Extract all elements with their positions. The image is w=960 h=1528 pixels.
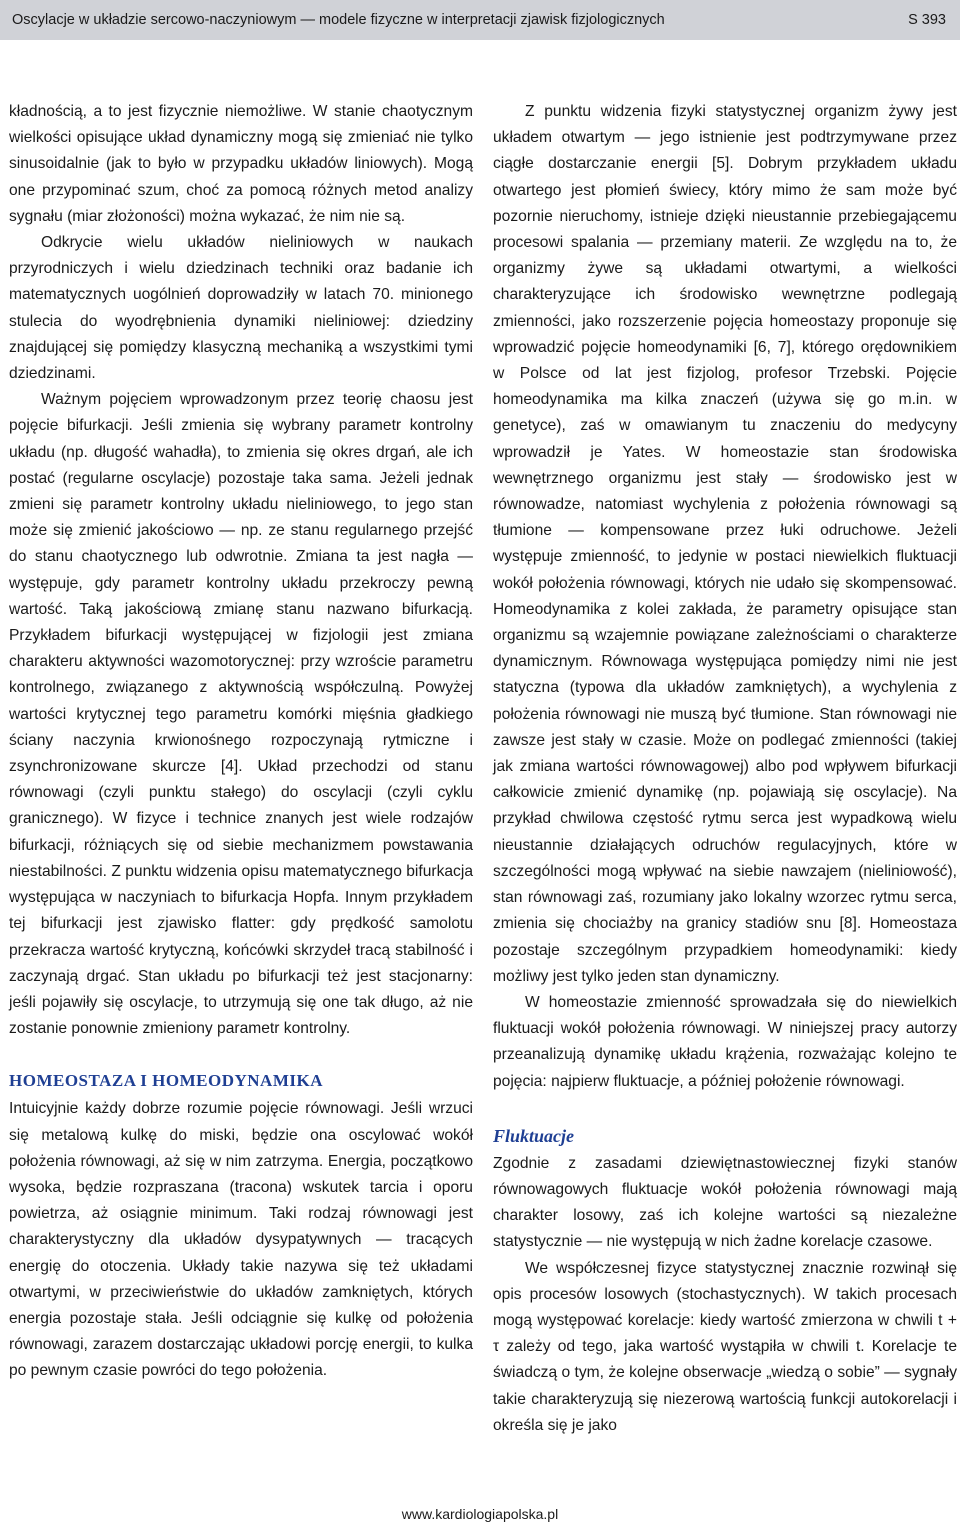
left-column — [9, 99, 473, 1385]
page-footer — [0, 1506, 960, 1522]
paragraph: Z punktu widzenia fizyki statystycznej organizm żywy jest układem otwartym — jego istnienie jest podtrzymywane przez ciągłe dostarczanie energii [5]. Dobrym przykładem układu otwartego jest płomień świecy, który mimo że sam może być pozornie nieruchomy, istnieje dzięki nieustannie przebiegającemu procesowi spalania — przemiany materii. Ze względu na to, że organizmy żywe są układami otwartymi, a wielkości charakteryzujące ich środowisko wewnętrzne podlegają zmienności, jako rozszerzenie pojęcia homeostazy proponuje się wprowadzić pojęcie homeodynamiki [6, 7], którego orędownikiem w Polsce od lat jest fizjolog, profesor Trzebski. Pojęcie homeodynamika ma kilka znaczeń (używa się go m.in. w genetyce), zaś w omawianym tu znaczeniu do medycyny wprowadził je Yates. W homeostazie stan środowiska wewnętrznego organizmu jest stały — środowisko jest w równowadze, natomiast wychylenia z położenia równowagi są tłumione — kompensowane przez łuki odruchowe. Jeżeli występuje zmienność, to jedynie w postaci niewielkich fluktuacji wokół położenia równowagi, których nie udało się skompensować. Homeodynamika z kolei zakłada, że parametry opisujące stan organizmu są wzajemnie powiązane zależnościami o charakterze dynamicznym. Równowaga występująca pomiędzy nimi nie jest statyczna (typowa dla układów zamkniętych), a wychylenia z położenia równowagi nie muszą być tłumione. Stan równowagi nie zawsze jest stały w czasie. Może on podlegać zmienności (takiej jak zmiana wartości równowagowej) albo pod wpływem bifurkacji całkowicie zmienić dynamikę (np. pojawiają się oscylacje). Na przykład chwilowa częstość rytmu serca jest wypadkową wielu nieustannie działających odruchów regulacyjnych, które w szczególności mogą wpływać na siebie nawzajem (nieliniowość), stan równowagi zaś, rozumiany jako lokalny wzorzec rytmu serca, zmienia się chociażby na granicy stadiów snu [8]. Homeostaza pozostaje szczególnym przypadkiem homeodynamiki: kiedy możliwy jest tylko jeden stan dynamiczny. — [493, 103, 957, 985]
running-header — [0, 0, 960, 40]
journal-url-link[interactable]: www.kardiologiapolska.pl — [401, 1506, 559, 1522]
section-heading: HOMEOSTAZA I HOMEODYNAMIKA — [9, 1071, 323, 1091]
subsection-heading: Fluktuacje — [493, 1125, 575, 1146]
paragraph: Ważnym pojęciem wprowadzonym przez teorię chaosu jest pojęcie bifurkacji. Jeśli zmienia się wybrany parametr kontrolny układu (np. długość wahadła), to zmienia się okres drgań, ale ich postać (regularne oscylacje) pozostaje taka sama. Jeżeli jednak zmieni się parametr kontrolny układu nieliniowego, to jego stan może się zmienić jakościowo — np. ze stanu regularnego przejść do stanu chaotycznego lub odwrotnie. Zmiana ta jest nagła — występuje, gdy parametr kontrolny układu przekroczy pewną wartość. Taką jakościową zmianę stanu nazwano bifurkacją. Przykładem bifurkacji występującej w fizjologii jest zmiana charakteru aktywności wazomotorycznej: przy wzroście parametru kontrolnego, związanego z aktywnością współczulną. Powyżej wartości krytycznej tego parametru komórki mięśnia gładkiego ściany naczynia krwionośnego rozpoczynają rytmiczne i zsynchronizowane skurcze [4]. Układ przechodzi od stanu równowagi (czyli punktu stałego) do oscylacji (czyli cyklu granicznego). W fizyce i technice znanych jest wiele rodzajów bifurkacji, różniących się od siebie mechanizmem powstawania niestabilności. Z punktu widzenia opisu matematycznego bifurkacja występująca w naczyniach to bifurkacja Hopfa. Innym przykładem tej bifurkacji jest zjawisko flatter: gdy prędkość samolotu przekracza wartość krytyczną, końcówki skrzydeł tracą stabilność i zaczynają drgać. Stan układu po bifurkacji też jest stacjonarny: jeśli pojawiły się oscylacje, to utrzymują się one tak długo, aż nie zostanie ponownie zmieniony parametr kontrolny. — [9, 391, 473, 1038]
paragraph: W homeostazie zmienność sprowadzała się do niewielkich fluktuacji wokół położenia równowagi. W niniejszej pracy autorzy przeanalizują dynamikę układu krążenia, rozważając kolejno te pojęcia: najpierw fluktuacje, a później położenie równowagi. — [493, 993, 957, 1090]
paragraph: kładnością, a to jest fizycznie niemożliwe. W stanie chaotycznym wielkości opisujące układ dynamiczny mogą się zmieniać nie tylko sinusoidalnie (jak to było w przypadku układów liniowych). Mogą one przypominać szum, choć za pomocą różnych metod analizy sygnału (miar złożoności) można wykazać, że nim nie są. — [9, 103, 473, 225]
paragraph: Zgodnie z zasadami dziewiętnastowiecznej fizyki stanów równowagowych fluktuacje wokół położenia równowagi mają charakter losowy, zaś ich kolejne wartości są niezależne statystycznie — nie występują w nich żadne korelacje czasowe. — [493, 1154, 957, 1251]
running-title: Oscylacje w układzie sercowo-naczyniowym — modele fizyczne w interpretacji zjawisk fizjologicznych — [12, 12, 665, 28]
paragraph: Odkrycie wielu układów nieliniowych w naukach przyrodniczych i wielu dziedzinach techniki oraz badanie ich matematycznych uogólnień doprowadziły w latach 70. minionego stulecia do wyodrębnienia dynamiki nieliniowej: dziedziny znajdującej się pomiędzy klasyczną mechaniką a wszystkimi tymi dziedzinami. — [9, 234, 473, 383]
right-column — [493, 99, 957, 1439]
paragraph: We współczesnej fizyce statystycznej znacznie rozwinął się opis procesów losowych (stochastycznych). W takich procesach mogą występować korelacje: kiedy wartość zmierzona w chwili t + τ zależy od tego, jaka wartość wystąpiła w chwili t. Korelacje te świadczą o tym, że kolejne obserwacje „wiedzą o sobie” — sygnały takie charakteryzują się niezerową wartością funkcji autokorelacji i określa się je jako — [493, 1259, 957, 1434]
paragraph: Intuicyjnie każdy dobrze rozumie pojęcie równowagi. Jeśli wrzuci się metalową kulkę do miski, będzie ona oscylować wokół położenia równowagi, aż się w nim zatrzyma. Energia, początkowo wysoka, będzie rozpraszana (tracona) wskutek tarcia i oporu powietrza, aż osiągnie minimum. Taki rodzaj równowagi jest charakterystyczny dla układów dysypatywnych — tracących energię do otoczenia. Układy takie nazywa się też układami otwartymi, w przeciwieństwie do układów zamkniętych, których energia pozostaje stała. Jeśli odciągnie się kulkę od położenia równowagi, zarazem dostarczając układowi porcję energii, to kulka po pewnym czasie powróci do tego położenia. — [9, 1100, 473, 1380]
page-number: S 393 — [908, 12, 946, 28]
